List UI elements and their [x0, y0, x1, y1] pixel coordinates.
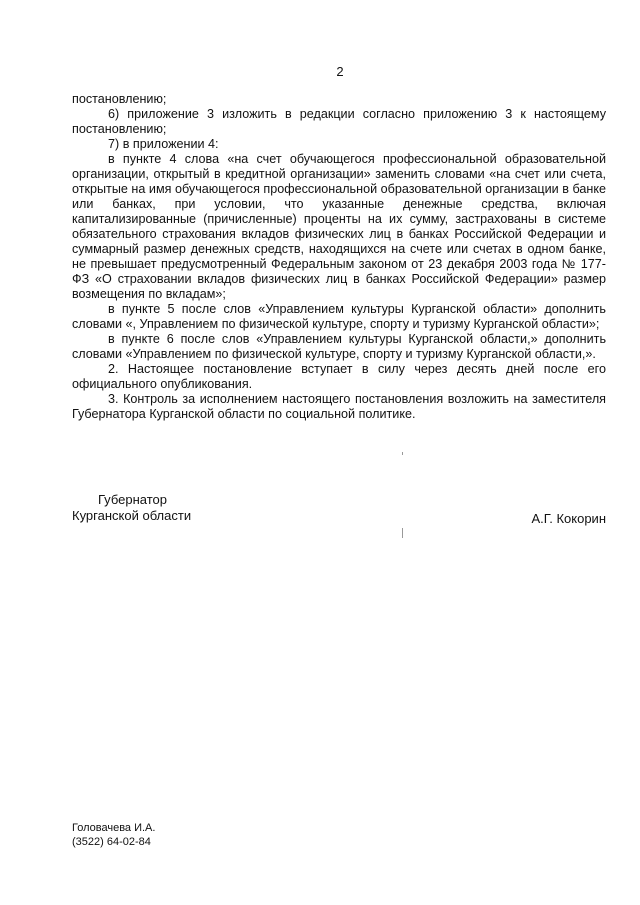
paragraph-continuation: постановлению;: [72, 92, 167, 106]
executor-phone: (3522) 64-02-84: [72, 836, 151, 848]
executor-name: Головачева И.А.: [72, 822, 156, 834]
page-number: 2: [336, 64, 344, 79]
paragraph-item-6: 6) приложение 3 изложить в редакции согласно приложению 3 к настоящему постановлению;: [72, 107, 606, 136]
scan-speck: [402, 528, 403, 538]
paragraph-clause-3: 3. Контроль за исполнением настоящего постановления возложить на заместителя Губернатора Курганской области по социальной политике.: [72, 392, 606, 421]
document-body: [72, 92, 606, 422]
paragraph-point-6: в пункте 6 после слов «Управлением культуры Курганской области,» дополнить словами «Управлением по физической культуре, спорту и туризму Курганской области,».: [72, 332, 606, 361]
signatory-name: А.Г. Кокорин: [531, 511, 606, 526]
scan-speck: [402, 452, 403, 455]
paragraph-point-5: в пункте 5 после слов «Управлением культуры Курганской области» дополнить словами «, Управлением по физической культуре, спорту и туризму Курганской области»;: [72, 302, 606, 331]
paragraph-point-4: в пункте 4 слова «на счет обучающегося профессиональной образовательной организации, открытый в кредитной организации» заменить словами «на счет или счета, открытые на имя обучающегося профессиональной образовательной организации в банке или банках, при условии, что указанные денежные средства, включая капитализированные (причисленные) проценты на их сумму, застрахованы в системе обязательного страхования вкладов физических лиц в банках Российской Федерации и суммарный размер денежных средств, находящихся на счете или счетах в одном банке, не превышает предусмотренный Федеральным законом от 23 декабря 2003 года № 177-ФЗ «О страховании вкладов физических лиц в банках Российской Федерации» размер возмещения по вкладам»;: [72, 152, 606, 301]
paragraph-clause-2: 2. Настоящее постановление вступает в силу через десять дней после его официального опубликования.: [72, 362, 606, 391]
paragraph-item-7: 7) в приложении 4:: [108, 137, 219, 151]
signatory-region: Курганской области: [72, 508, 192, 523]
signatory-title: Губернатор: [98, 492, 167, 507]
